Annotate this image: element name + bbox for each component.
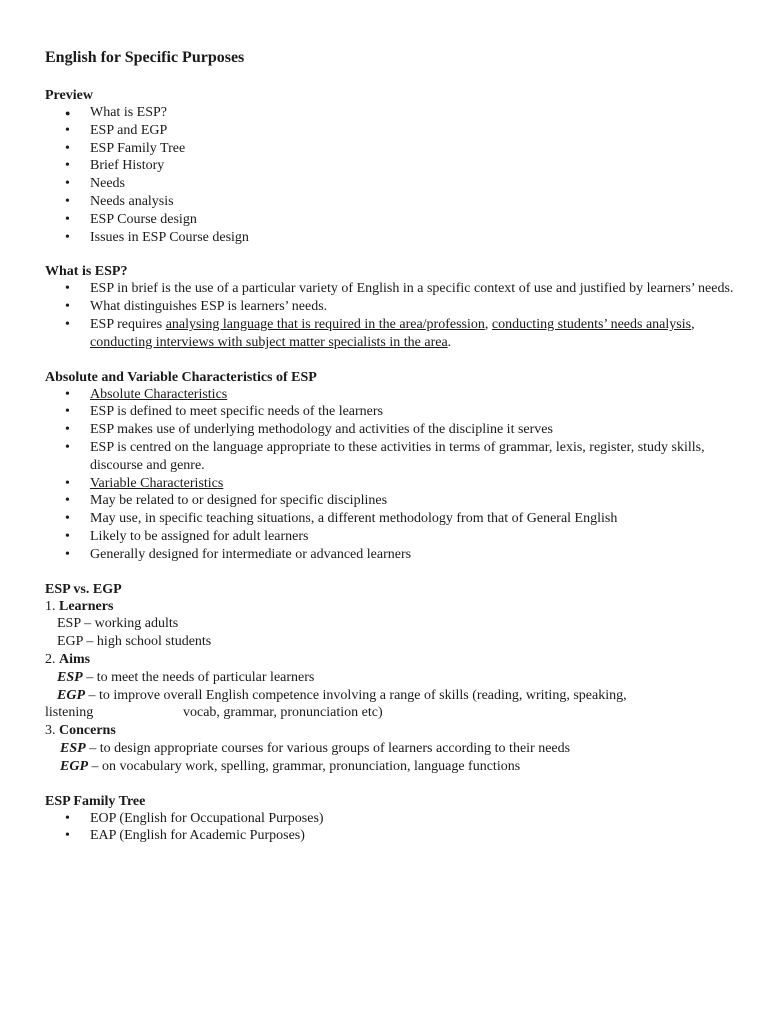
list-item: • May be related to or designed for specific disciplines	[65, 493, 388, 509]
bullet-icon: •	[65, 511, 70, 527]
list-item: • Likely to be assigned for adult learners	[65, 528, 309, 544]
family-tree-list	[45, 810, 735, 846]
aims-egp-continued: listening vocab, grammar, pronunciation etc)	[45, 705, 383, 721]
characteristics-heading: Absolute and Variable Characteristics of ESP	[45, 369, 317, 385]
bullet-icon: •	[65, 493, 70, 509]
underlined-phrase: analysing language that is required in the area/profession	[165, 316, 485, 332]
list-item: • Issues in ESP Course design	[65, 229, 249, 245]
bullet-icon: •	[65, 176, 70, 192]
bullet-icon: •	[65, 828, 70, 844]
variable-label: Variable Characteristics	[90, 475, 224, 491]
esp-vs-egp-section	[45, 581, 735, 776]
bullet-icon: •	[65, 281, 70, 297]
preview-section	[45, 87, 735, 246]
list-item: • What distinguishes ESP is learners’ needs.	[65, 299, 328, 315]
bullet-icon: •	[65, 404, 70, 420]
learners-esp: ESP – working adults	[57, 616, 179, 632]
concerns-heading: 3. Concerns	[45, 723, 116, 739]
bullet-icon: •	[65, 422, 70, 438]
aims-egp: EGP – to improve overall English competence involving a range of skills (reading, writing, speaking,	[57, 687, 627, 703]
bullet-icon: •	[65, 229, 70, 245]
list-item: • ESP is centred on the language appropriate to these activities in terms of grammar, lexis, register, study skills, discourse and genre.	[65, 439, 705, 473]
family-tree-section	[45, 793, 735, 846]
what-is-esp-list	[45, 280, 735, 351]
list-item: • Needs	[65, 176, 125, 192]
family-tree-heading: ESP Family Tree	[45, 793, 146, 809]
bullet-icon: •	[65, 140, 70, 156]
bullet-icon: •	[65, 546, 70, 562]
bullet-icon: •	[65, 193, 70, 209]
list-item: • EOP (English for Occupational Purposes)	[65, 810, 324, 826]
list-item: • ESP Course design	[65, 211, 197, 227]
learners-egp: EGP – high school students	[57, 634, 212, 650]
absolute-label: Absolute Characteristics	[90, 386, 228, 402]
list-item: • ESP requires analysing language that is required in the area/profession, conducting students’ needs analysis, conducting interviews with subject matter specialists in the area.	[65, 316, 695, 350]
preview-list	[45, 104, 735, 246]
list-item: ● What is ESP?	[45, 104, 735, 122]
esp-vs-egp-heading: ESP vs. EGP	[45, 581, 122, 597]
list-item	[45, 386, 735, 404]
list-item: • ESP makes use of underlying methodology and activities of the discipline it serves	[65, 422, 553, 438]
bullet-icon: •	[65, 158, 70, 174]
list-item: • EAP (English for Academic Purposes)	[65, 828, 305, 844]
list-item: • Needs analysis	[65, 193, 174, 209]
learners-heading: 1. Learners	[45, 598, 114, 614]
underlined-phrase: conducting interviews with subject matter specialists in the area	[90, 334, 448, 350]
list-item: • ESP in brief is the use of a particular variety of English in a specific context of use and justified by learners’ needs.	[65, 281, 734, 297]
bullet-icon: ●	[65, 108, 71, 118]
what-is-esp-heading: What is ESP?	[45, 264, 128, 280]
list-item: • Brief History	[65, 158, 165, 174]
preview-heading: Preview	[45, 88, 93, 103]
list-item: • May use, in specific teaching situations, a different methodology from that of General English	[65, 511, 618, 527]
bullet-icon: •	[65, 386, 70, 402]
bullet-icon: •	[65, 299, 70, 315]
what-is-esp-section	[45, 263, 735, 351]
bullet-icon: •	[65, 211, 70, 227]
underlined-phrase: conducting students’ needs analysis	[491, 316, 692, 332]
concerns-esp: ESP – to design appropriate courses for various groups of learners according to their needs	[60, 740, 571, 756]
document-title: English for Specific Purposes	[45, 49, 245, 66]
bullet-icon: •	[65, 316, 70, 332]
bullet-icon: •	[65, 475, 70, 491]
characteristics-section	[45, 369, 735, 564]
list-item: • ESP and EGP	[65, 122, 168, 138]
aims-heading: 2. Aims	[45, 651, 91, 667]
aims-esp: ESP – to meet the needs of particular learners	[57, 669, 315, 685]
characteristics-list	[45, 386, 735, 564]
list-item: • Generally designed for intermediate or advanced learners	[65, 546, 412, 562]
list-item: • ESP Family Tree	[65, 140, 186, 156]
document-page	[45, 48, 735, 862]
list-item: • ESP is defined to meet specific needs of the learners	[65, 404, 383, 420]
bullet-icon: •	[65, 439, 70, 455]
bullet-icon: •	[65, 528, 70, 544]
list-item	[45, 475, 735, 493]
bullet-icon: •	[65, 122, 70, 138]
bullet-icon: •	[65, 810, 70, 826]
concerns-egp: EGP – on vocabulary work, spelling, grammar, pronunciation, language functions	[60, 758, 521, 774]
